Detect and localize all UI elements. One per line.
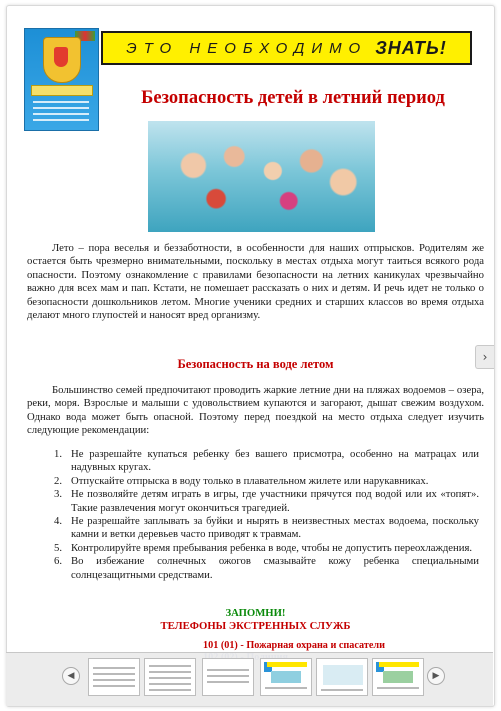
phones-heading: ТЕЛЕФОНЫ ЭКСТРЕННЫХ СЛУЖБ — [160, 620, 351, 632]
safety-rules-list — [27, 448, 479, 582]
list-item: 6. Во избежание солнечных ожогов смазывайте кожу ребенка специальными солнцезащитными средствами. — [54, 555, 479, 581]
phone-fire: 101 (01) - Пожарная охрана и спасатели — [203, 640, 385, 651]
document-page — [6, 5, 495, 707]
logo-text-line — [33, 119, 89, 121]
logo-ribbon — [31, 85, 93, 96]
logo-text-line — [33, 113, 89, 115]
page-thumbnail[interactable] — [144, 658, 196, 696]
page-thumbnail[interactable] — [260, 658, 312, 696]
thumbnail-strip — [6, 652, 493, 706]
shield-emblem-icon — [43, 37, 81, 83]
arrow-left-icon: ◀ — [67, 671, 75, 681]
chevron-right-icon: › — [482, 350, 488, 364]
banner-text: ЭТО НЕОБХОДИМО — [126, 39, 368, 57]
arrow-right-icon: ▶ — [432, 671, 440, 681]
intro-paragraph: Лето – пора веселья и беззаботности, в особенности для наших отпрысков. Родителям же остается быть чрезмерно внимательными, поскольку в местах отдыха могут таиться всякого рода опасности. Поэтому ознакомление с правилами безопасности на летних каникулах чрезвычайно важно для всех мам и пап. Кстати, не помешает рассказать о них и детям. И речь идет не только о безопасности дошкольников летом. Многие ученики средних и старших классов во время отдыха делают много глупостей и наносят вред организму. — [27, 242, 484, 322]
logo-text-line — [33, 107, 89, 109]
next-page-button[interactable] — [475, 345, 494, 369]
page-thumbnail[interactable] — [202, 658, 254, 696]
list-item: 2. Отпускайте отпрыска в воду только в плавательном жилете или нарукавниках. — [54, 474, 429, 487]
page-title: Безопасность детей в летний период — [141, 88, 445, 108]
section-subtitle: Безопасность на воде летом — [177, 357, 334, 371]
page-thumbnail[interactable] — [316, 658, 368, 696]
logo-text-line — [33, 101, 89, 103]
thumbnails-next-button[interactable] — [427, 667, 445, 685]
thumbnails-prev-button[interactable] — [62, 667, 80, 685]
list-item: 5. Контролируйте время пребывания ребенка в воде, чтобы не допустить переохлаждения. — [54, 541, 473, 554]
page-thumbnail[interactable] — [372, 658, 424, 696]
banner-text-bold: ЗНАТЬ! — [375, 37, 447, 58]
water-paragraph: Большинство семей предпочитают проводить жаркие летние дни на пляжах водоемов – озера, реки, моря. Взрослые и малыши с удовольствием купаются и загорают, дышат свежим воздухом. Однако вода может быть опасной. Поэтому перед поездкой на место отдыха следует изучить следующие рекомендации: — [27, 384, 484, 437]
header-banner — [101, 31, 472, 65]
page-thumbnail[interactable] — [88, 658, 140, 696]
list-item: 4. Не разрешайте заплывать за буйки и нырять в неизвестных местах водоема, поскольку камни и ветки деревьев часто приводят к травмам. — [54, 515, 479, 541]
list-item: 3. Не позволяйте детям играть в игры, где участники прячутся под водой или их «топят». Такие развлечения могут окончиться трагедией. — [54, 488, 479, 514]
remember-heading: ЗАПОМНИ! — [225, 607, 286, 619]
children-swimming-photo — [148, 121, 375, 232]
list-item: 1. Не разрешайте купаться ребенку без вашего присмотра, особенно на матрацах или надувных кругах. — [54, 448, 479, 474]
organization-logo — [24, 28, 99, 131]
